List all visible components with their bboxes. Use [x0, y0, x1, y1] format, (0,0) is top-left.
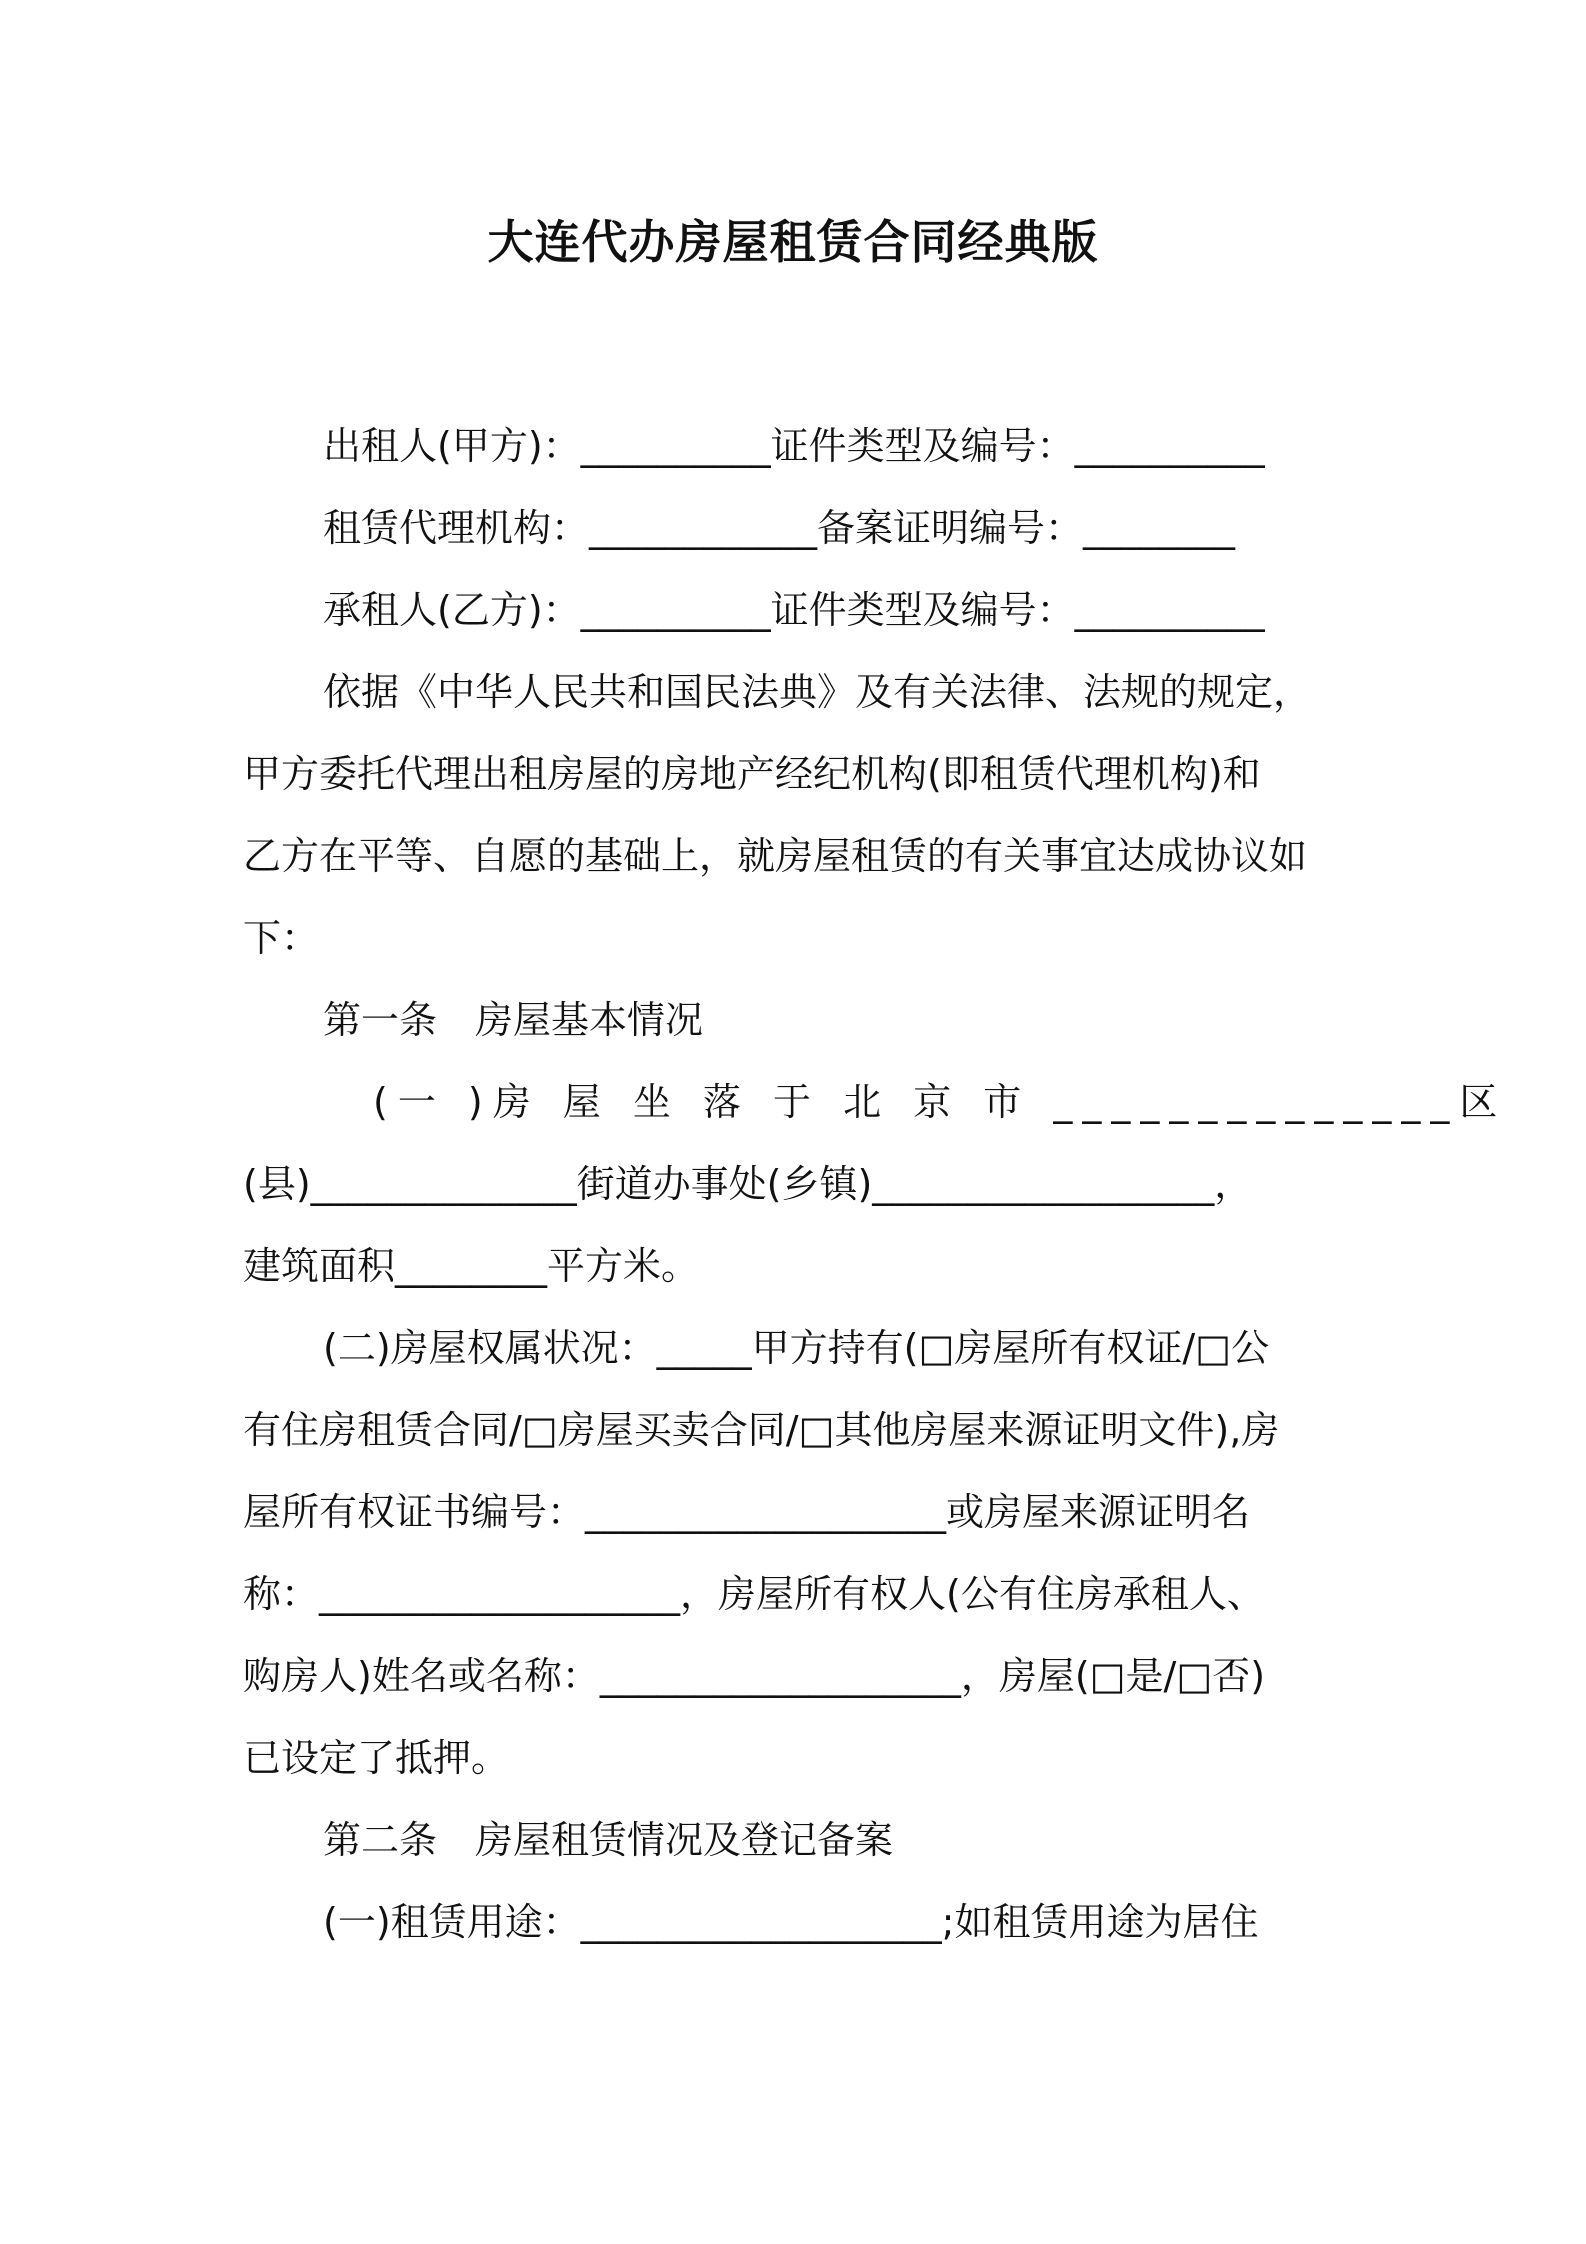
ownership-line-1: (二)房屋权属状况：_____甲方持有(□房屋所有权证/□公	[323, 1326, 1270, 1370]
ownership-line-6: 已设定了抵押。	[243, 1736, 510, 1780]
preamble-line-1: 依据《中华人民共和国民法典》及有关法律、法规的规定，	[323, 670, 1312, 714]
ownership-line-5: 购房人)姓名或名称：___________________，房屋(□是/□否)	[243, 1654, 1266, 1698]
ownership-line-4: 称：___________________，房屋所有权人(公有住房承租人、	[243, 1572, 1265, 1616]
lease-purpose-line: (一)租赁用途：___________________;如租赁用途为居住	[323, 1900, 1259, 1944]
preamble-line-2: 甲方委托代理出租房屋的房地产经纪机构(即租赁代理机构)和	[243, 752, 1261, 796]
article-1-heading: 第一条 房屋基本情况	[323, 998, 704, 1042]
ownership-line-3: 屋所有权证书编号：___________________或房屋来源证明名	[243, 1490, 1251, 1534]
agency-line: 租赁代理机构：____________备案证明编号：________	[323, 506, 1236, 550]
preamble-line-3: 乙方在平等、自愿的基础上，就房屋租赁的有关事宜达成协议如	[243, 834, 1308, 878]
area-line: 建筑面积________平方米。	[243, 1244, 700, 1288]
preamble-line-4: 下：	[243, 916, 320, 960]
location-line-2: (县)______________街道办事处(乡镇)__________________，	[243, 1162, 1253, 1206]
lessee-line: 承租人(乙方)：__________证件类型及编号：__________	[323, 588, 1265, 632]
location-line-1: (一 )房 屋 坐 落 于 北 京 市 ______________区	[373, 1080, 1508, 1124]
document-title: 大连代办房屋租赁合同经典版	[487, 215, 1099, 269]
ownership-line-2: 有住房租赁合同/□房屋买卖合同/□其他房屋来源证明文件),房	[243, 1408, 1280, 1452]
article-2-heading: 第二条 房屋租赁情况及登记备案	[323, 1818, 894, 1862]
lessor-line: 出租人(甲方)：__________证件类型及编号：__________	[323, 424, 1265, 468]
